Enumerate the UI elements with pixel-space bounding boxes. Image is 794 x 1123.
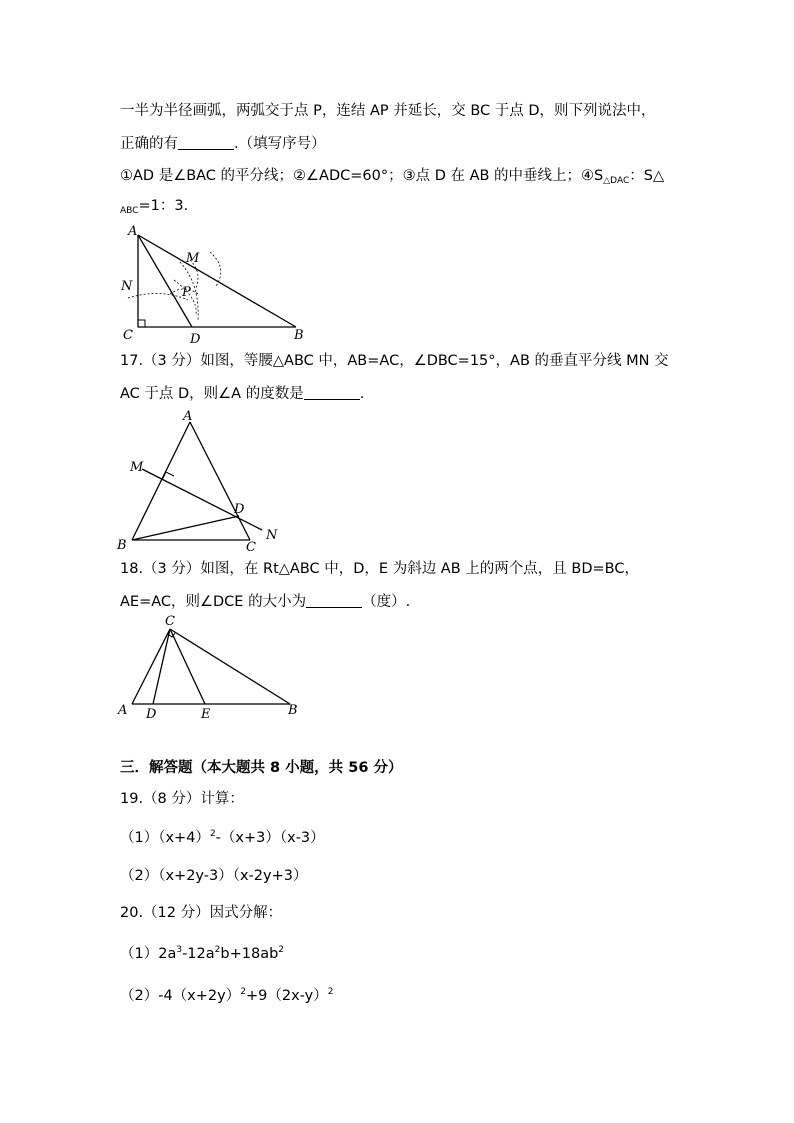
q20-p2-b: +9（2x-y） xyxy=(245,988,328,1004)
q18-line-2 xyxy=(120,592,410,612)
answer-blank xyxy=(304,385,360,400)
label-e: E xyxy=(201,707,211,722)
q19-p2: （2）（x+2y-3）（x-2y+3） xyxy=(120,868,308,884)
section-3-title-text: 三．解答题（本大题共 8 小题，共 56 分） xyxy=(120,760,403,776)
arc-m xyxy=(210,252,221,286)
q20-part-1 xyxy=(120,940,284,964)
label-m: M xyxy=(130,460,144,475)
label-d: D xyxy=(190,332,201,347)
q18-text-2b: （度）. xyxy=(362,594,411,610)
q19-p1-b: -（x+3）（x-3） xyxy=(215,830,325,846)
label-n: N xyxy=(121,279,133,294)
q20-p1-b: -12a xyxy=(182,946,215,962)
answer-blank xyxy=(306,593,362,608)
q16-text-3c: △ xyxy=(652,168,665,184)
segment-ca xyxy=(132,629,170,704)
label-a: A xyxy=(118,703,128,718)
label-d: D xyxy=(146,707,157,722)
right-angle-mark xyxy=(162,472,174,480)
label-a: A xyxy=(183,409,193,424)
q17-text-2b: . xyxy=(359,386,365,402)
q20-p1-sup3: 2 xyxy=(278,945,285,955)
label-b: B xyxy=(117,538,127,553)
line-mn xyxy=(142,469,262,530)
right-angle-mark xyxy=(138,320,145,327)
q18-figure xyxy=(115,612,305,722)
q16-text-3b: ：S xyxy=(629,168,653,184)
q20-p2-sup1: 2 xyxy=(240,987,246,997)
q16-text-2a: 正确的有 xyxy=(120,136,178,152)
segment-ab xyxy=(138,235,296,327)
q16-text-4: =1：3. xyxy=(138,198,189,214)
q19-title xyxy=(120,789,244,809)
q17-line-1 xyxy=(120,351,669,371)
label-b: B xyxy=(294,328,304,343)
segment-ab xyxy=(132,422,190,540)
q16-figure xyxy=(120,222,320,347)
segment-ac xyxy=(190,422,250,540)
q18-line-1 xyxy=(120,559,639,579)
q20-p2-sup2: 2 xyxy=(327,987,334,997)
answer-blank xyxy=(178,135,234,150)
q18-text-2a: AE=AC，则∠DCE 的大小为 xyxy=(120,594,307,610)
q16-text-1: 一半为半径画弧，两弧交于点 P，连结 AP 并延长，交 BC 于点 D，则下列说法中， xyxy=(120,103,656,119)
q19-p1-sup: 2 xyxy=(209,829,216,839)
q20-p2-a: （2）-4（x+2y） xyxy=(120,988,241,1004)
section-3-title xyxy=(120,758,402,778)
label-n: N xyxy=(266,528,278,543)
label-a: A xyxy=(128,224,138,239)
q20-part-2 xyxy=(120,982,333,1006)
label-b: B xyxy=(288,703,298,718)
q19-part-1 xyxy=(120,824,325,848)
label-d: D xyxy=(234,502,245,517)
label-p: P xyxy=(182,285,191,300)
label-c: C xyxy=(165,614,175,629)
q16-text-3: ①AD 是∠BAC 的平分线；②∠ADC=60°；③点 D 在 AB 的中垂线上；④S xyxy=(120,168,604,184)
q17-line-2 xyxy=(120,384,364,404)
label-m: M xyxy=(186,251,200,266)
segment-cd xyxy=(153,629,170,704)
q19-title-text: 19.（8 分）计算： xyxy=(120,791,244,807)
q20-p1-c: b+18ab xyxy=(220,946,279,962)
q19-part-2 xyxy=(120,866,307,886)
q16-text-2b: .（填写序号） xyxy=(234,136,326,152)
label-c: C xyxy=(246,540,256,555)
q20-p1-sup2: 2 xyxy=(214,945,221,955)
q20-p1-a: （1）2a xyxy=(120,946,177,962)
q17-figure xyxy=(115,408,285,555)
q20-title xyxy=(120,903,282,923)
q20-title-text: 20.（12 分）因式分解： xyxy=(120,905,283,921)
q16-line-4 xyxy=(120,196,188,221)
segment-ad xyxy=(138,235,192,327)
arc-n xyxy=(128,293,188,300)
q17-text-1: 17.（3 分）如图，等腰△ABC 中，AB=AC，∠DBC=15°，AB 的垂直平分线 MN 交 xyxy=(120,353,669,369)
q16-subscript-dac: △DAC xyxy=(603,176,630,186)
q16-line-1 xyxy=(120,101,656,121)
q19-p1-a: （1）（x+4） xyxy=(120,830,210,846)
segment-bd xyxy=(132,516,239,540)
label-c: C xyxy=(123,328,133,343)
q17-text-2a: AC 于点 D，则∠A 的度数是 xyxy=(120,386,304,402)
q16-line-2 xyxy=(120,134,326,154)
q16-line-3 xyxy=(120,166,664,191)
q20-p1-sup1: 3 xyxy=(176,945,183,955)
q18-text-1: 18.（3 分）如图，在 Rt△ABC 中，D，E 为斜边 AB 上的两个点，且 BD=BC， xyxy=(120,561,639,577)
q16-subscript-abc: ABC xyxy=(120,206,139,216)
